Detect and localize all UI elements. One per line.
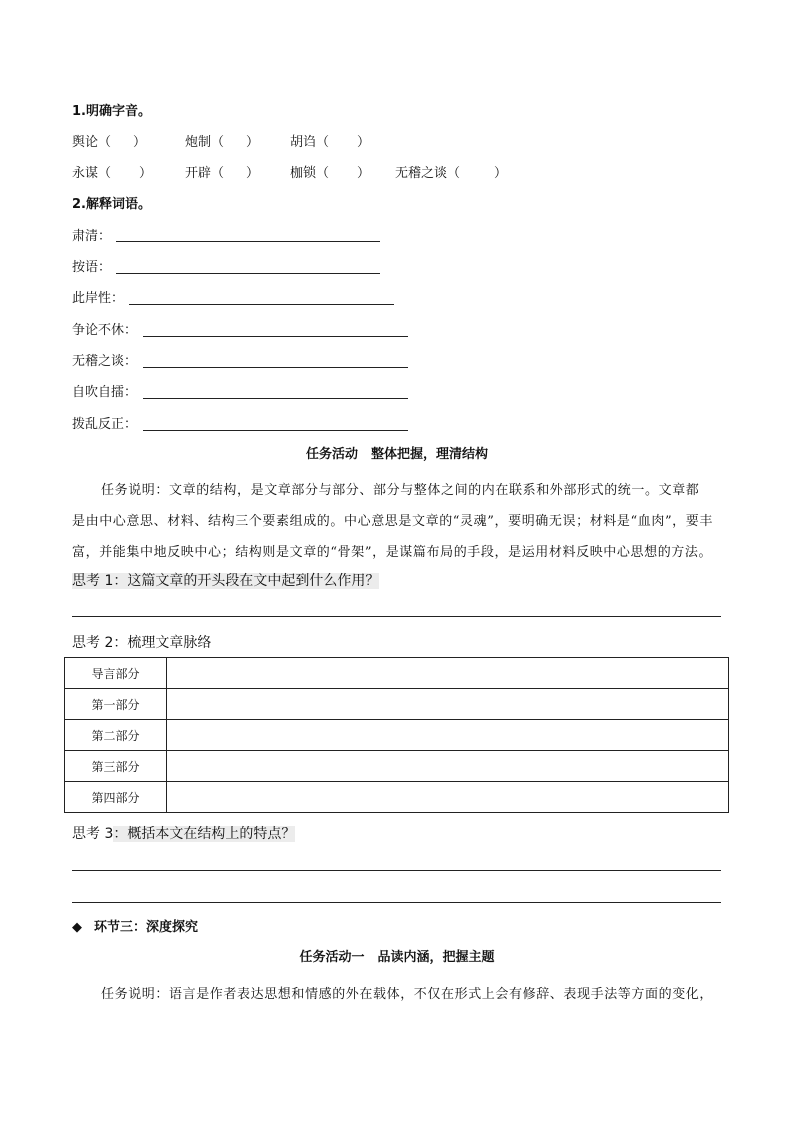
pinyin-item: 开辟（ ） (185, 166, 260, 181)
task-description-line: 任务说明：语言是作者表达思想和情感的外在载体，不仅在形式上会有修辞、表现手法等方面的变化， (101, 987, 714, 1002)
pinyin-item: 枷锁（ ） (290, 166, 371, 181)
answer-line[interactable] (116, 259, 380, 274)
task-description-line: 是由中心意思、材料、结构三个要素组成的。中心意思是文章的“灵魂”，要明确无误；材料是“血肉”，要丰 (72, 514, 713, 529)
term-label: 争论不休： (72, 323, 138, 338)
section2-heading: 2.解释词语。 (72, 197, 151, 212)
diamond-bullet-icon: ◆ (72, 920, 82, 935)
stage3-heading-row (72, 920, 198, 936)
table-row (65, 658, 729, 689)
answer-line[interactable] (72, 616, 721, 617)
think-question-3: 思考 3：概括本文在结构上的特点？ (72, 826, 296, 842)
term-label: 自吹自擂： (72, 385, 138, 400)
stage3-heading: 环节三：深度探究 (94, 920, 199, 935)
answer-line[interactable] (129, 290, 394, 305)
answer-line[interactable] (116, 227, 380, 242)
task-title: 任务活动一 品读内涵，把握主题 (299, 950, 495, 965)
row-label: 第一部分 (65, 689, 167, 720)
table-row (65, 720, 729, 751)
term-label: 按语： (72, 260, 112, 275)
think-question-2: 思考 2：梳理文章脉络 (72, 635, 212, 651)
answer-cell[interactable] (167, 782, 729, 813)
pinyin-item: 无稽之谈（ ） (395, 166, 508, 181)
pinyin-item: 舆论（ ） (72, 135, 147, 150)
row-label: 第四部分 (65, 782, 167, 813)
term-label: 拨乱反正： (72, 417, 138, 432)
answer-line[interactable] (143, 322, 408, 337)
answer-line[interactable] (143, 353, 408, 368)
pinyin-item: 炮制（ ） (185, 135, 260, 150)
task-description-line: 任务说明：文章的结构，是文章部分与部分、部分与整体之间的内在联系和外部形式的统一。文章都 (101, 483, 700, 498)
table-row (65, 782, 729, 813)
answer-line[interactable] (143, 384, 408, 399)
term-label: 此岸性： (72, 291, 125, 306)
task-title: 任务活动 整体把握，理清结构 (305, 447, 488, 462)
answer-cell[interactable] (167, 689, 729, 720)
outline-table (64, 657, 729, 813)
pinyin-item: 永谋（ ） (72, 166, 153, 181)
row-label: 第三部分 (65, 751, 167, 782)
answer-line[interactable] (143, 416, 408, 431)
table-row (65, 689, 729, 720)
row-label: 导言部分 (65, 658, 167, 689)
answer-cell[interactable] (167, 751, 729, 782)
term-label: 无稽之谈： (72, 354, 138, 369)
row-label: 第二部分 (65, 720, 167, 751)
answer-line[interactable] (72, 902, 721, 903)
answer-cell[interactable] (167, 658, 729, 689)
task-description-line: 富，并能集中地反映中心；结构则是文章的“骨架”，是谋篇布局的手段，是运用材料反映中心思想的方法。 (72, 545, 713, 560)
think-question-1: 思考 1：这篇文章的开头段在文中起到什么作用？ (72, 573, 380, 589)
table-row (65, 751, 729, 782)
answer-line[interactable] (72, 870, 721, 871)
answer-cell[interactable] (167, 720, 729, 751)
pinyin-item: 胡诌（ ） (290, 135, 371, 150)
section1-heading: 1.明确字音。 (72, 104, 151, 119)
term-label: 肃清： (72, 229, 112, 244)
